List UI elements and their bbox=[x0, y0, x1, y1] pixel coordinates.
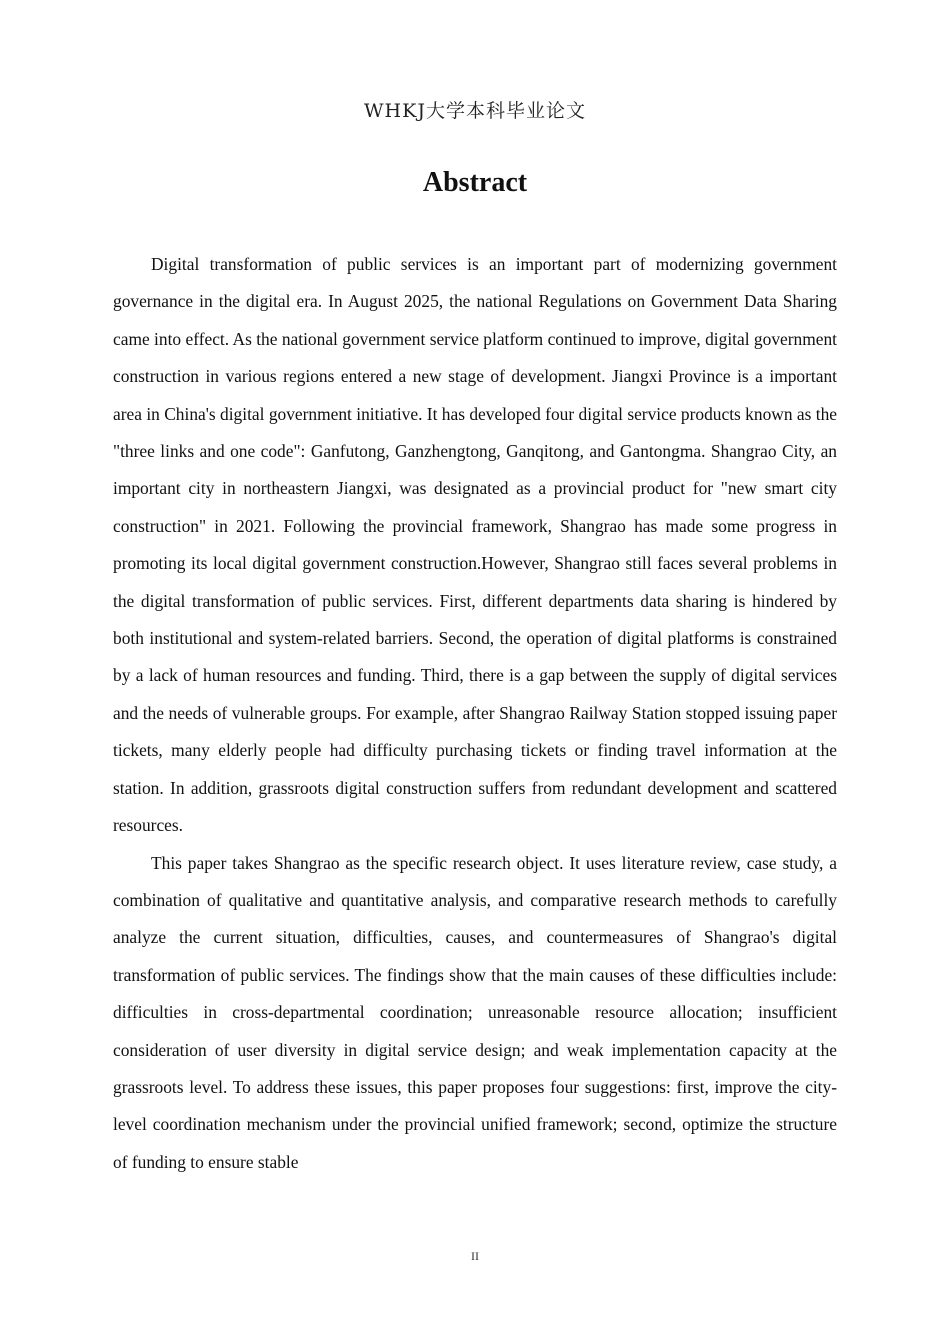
running-header: WHKJ大学本科毕业论文 bbox=[364, 100, 586, 122]
abstract-paragraph-2: This paper takes Shangrao as the specific research object. It uses literature review, case study, a combination of qualitative and quantitative analysis, and comparative research methods to carefully analyze the current situation, difficulties, causes, and countermeasures of Shangrao's digital transformation of public services. The findings show that the main causes of these difficulties include: difficulties in cross-departmental coordination; unreasonable resource allocation; insufficient consideration of user diversity in digital service design; and weak implementation capacity at the grassroots level. To address these issues, this paper proposes four suggestions: first, improve the city-level coordination mechanism under the provincial unified framework; second, optimize the structure of funding to ensure stable bbox=[113, 852, 837, 1172]
page-number: II bbox=[471, 1249, 479, 1263]
abstract-title: Abstract bbox=[422, 167, 528, 198]
abstract-body bbox=[113, 246, 837, 1181]
abstract-paragraph-1: Digital transformation of public services is an important part of modernizing government governance in the digital era. In August 2025, the national Regulations on Government Data Sharing came into effect. As the national government service platform continued to improve, digital government construction in various regions entered a new stage of development. Jiangxi Province is a important area in China's digital government initiative. It has developed four digital service products known as the "three links and one code": Ganfutong, Ganzhengtong, Ganqitong, and Gantongma. Shangrao City, an important city in northeastern Jiangxi, was designated as a provincial product for "new smart city construction" in 2021. Following the provincial framework, Shangrao has made some progress in promoting its local digital government construction.However, Shangrao still faces several problems in the digital transformation of public services. First, different departments data sharing is hindered by both institutional and system-related barriers. Second, the operation of digital platforms is constrained by a lack of human resources and funding. Third, there is a gap between the supply of digital services and the needs of vulnerable groups. For example, after Shangrao Railway Station stopped issuing paper tickets, many elderly people had difficulty purchasing tickets or finding travel information at the station. In addition, grassroots digital construction suffers from redundant development and scattered resources. bbox=[113, 254, 837, 836]
